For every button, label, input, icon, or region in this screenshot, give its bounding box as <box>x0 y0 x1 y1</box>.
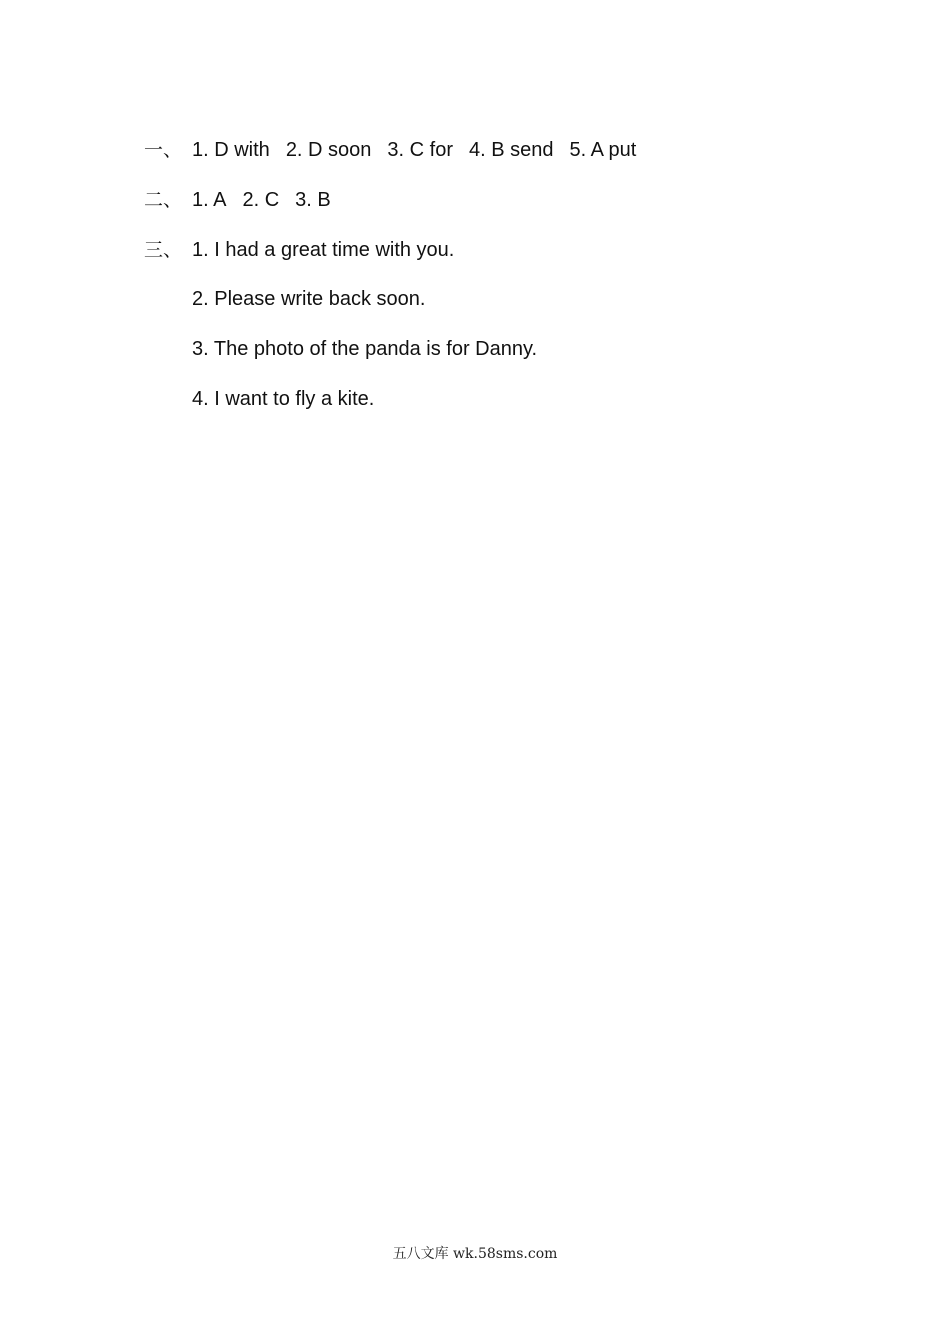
section-2-answer-1: 1. A <box>192 189 227 211</box>
section-1-answer-2: 2. D soon <box>285 139 372 161</box>
section-2-line <box>144 188 331 212</box>
section-3-line-2 <box>192 287 425 311</box>
page-footer: 五八文库 wk.58sms.com <box>392 1246 558 1262</box>
section-3-sentence-4: 4. I want to fly a kite. <box>192 388 375 410</box>
section-3-line-4 <box>192 387 374 411</box>
section-1-line <box>144 138 636 162</box>
section-3-line-1 <box>144 238 454 262</box>
section-1-answer-1: 1. D with <box>192 139 270 161</box>
section-2-answer-2: 2. C <box>242 189 280 211</box>
section-3-line-3 <box>192 337 537 361</box>
section-3-sentence-2: 2. Please write back soon. <box>192 288 426 310</box>
section-2-label: 二、 <box>144 189 183 211</box>
section-1-label: 一、 <box>144 139 183 161</box>
section-1-answer-3: 3. C for <box>387 139 453 161</box>
section-3-label: 三、 <box>144 239 183 261</box>
section-3-sentence-1: 1. I had a great time with you. <box>192 239 455 261</box>
section-3-sentence-3: 3. The photo of the panda is for Danny. <box>192 338 538 360</box>
section-1-answer-4: 4. B send <box>469 139 554 161</box>
section-1-answer-5: 5. A put <box>569 139 637 161</box>
section-2-answer-3: 3. B <box>295 189 331 211</box>
